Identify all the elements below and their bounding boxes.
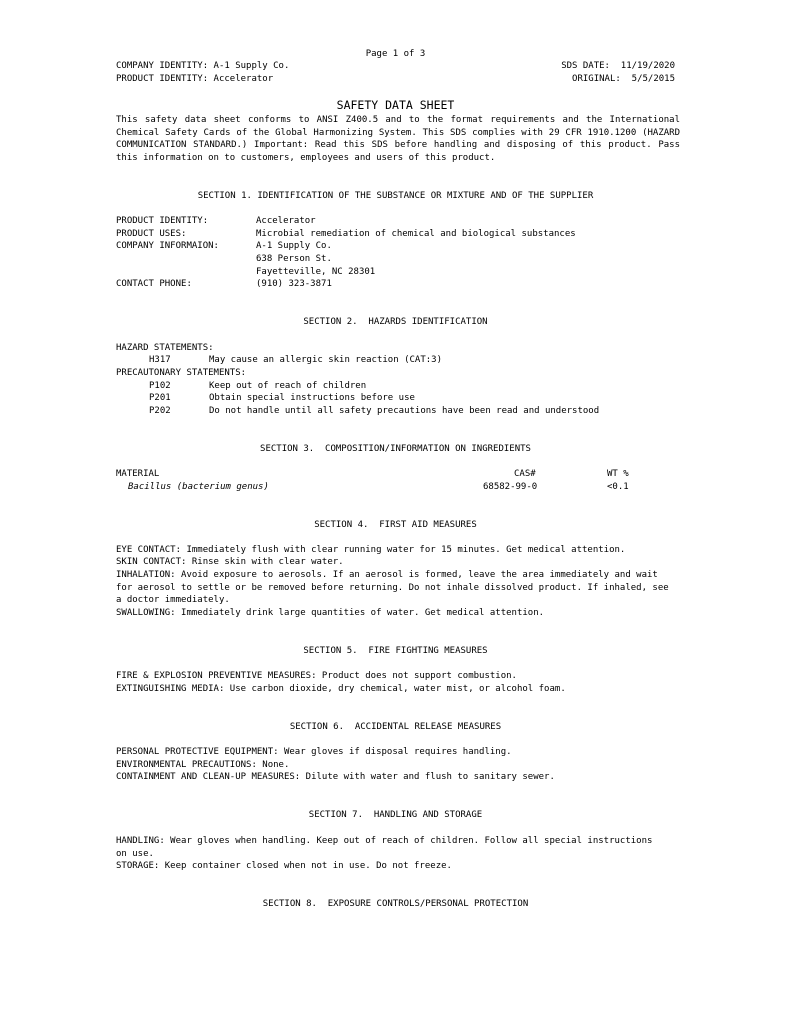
first-aid-swallowing: SWALLOWING: Immediately drink large quantities of water. Get medical attention. bbox=[116, 608, 545, 618]
release-containment: CONTAINMENT AND CLEAN-UP MEASURES: Dilute with water and flush to sanitary sewer. bbox=[116, 772, 555, 782]
hazard-text: May cause an allergic skin reaction (CAT:3) bbox=[209, 355, 442, 365]
company-city: Fayetteville, NC 28301 bbox=[256, 267, 376, 277]
storage-text: STORAGE: Keep container closed when not in use. Do not freeze. bbox=[116, 861, 452, 871]
section-2-heading: SECTION 2. HAZARDS IDENTIFICATION bbox=[303, 317, 488, 327]
precaution-code: P102 bbox=[149, 381, 171, 391]
precaution-text: Do not handle until all safety precautions have been read and understood bbox=[209, 406, 600, 416]
precaution-code: P201 bbox=[149, 393, 171, 403]
company-info-label: COMPANY INFORMAION: bbox=[116, 241, 219, 251]
section-1-heading: SECTION 1. IDENTIFICATION OF THE SUBSTANCE OR MIXTURE AND OF THE SUPPLIER bbox=[197, 191, 594, 201]
original-date: ORIGINAL: 5/5/2015 bbox=[572, 74, 675, 84]
hazard-code: H317 bbox=[149, 355, 171, 365]
precaution-text: Obtain special instructions before use bbox=[209, 393, 415, 403]
section-4-heading: SECTION 4. FIRST AID MEASURES bbox=[314, 520, 477, 530]
product-identity-label: PRODUCT IDENTITY: bbox=[116, 216, 209, 226]
handling-text: HANDLING: Wear gloves when handling. Keep out of reach of children. Follow all special instructions on use. bbox=[116, 836, 653, 859]
precautionary-statements-label: PRECAUTONARY STATEMENTS: bbox=[116, 368, 247, 378]
release-environmental: ENVIRONMENTAL PRECAUTIONS: None. bbox=[116, 760, 290, 770]
section-5-heading: SECTION 5. FIRE FIGHTING MEASURES bbox=[303, 646, 488, 656]
hazard-statements-label: HAZARD STATEMENTS: bbox=[116, 343, 214, 353]
page-number: Page 1 of 3 bbox=[365, 49, 426, 59]
fire-extinguishing: EXTINGUISHING MEDIA: Use carbon dioxide, dry chemical, water mist, or alcohol foam. bbox=[116, 684, 566, 694]
company-identity: COMPANY IDENTITY: A-1 Supply Co. bbox=[116, 61, 290, 71]
ingredient-cas: 68582-99-0 bbox=[483, 482, 538, 492]
first-aid-eye: EYE CONTACT: Immediately flush with clear running water for 15 minutes. Get medical attention. bbox=[116, 545, 626, 555]
first-aid-skin: SKIN CONTACT: Rinse skin with clear water. bbox=[116, 557, 344, 567]
intro-paragraph: This safety data sheet conforms to ANSI Z400.5 and to the format requirements and the International Chemical Safety Cards of the Global Harmonizing System. This SDS complies with 29 CFR 1910.1200 (HAZARD COMMUNICATION STANDARD.) Important: Read this SDS before handling and disposing of this product. Pass this information on to customers, employees and users of this product. bbox=[116, 115, 680, 163]
column-header-material: MATERIAL bbox=[116, 469, 160, 479]
column-header-cas: CAS# bbox=[514, 469, 536, 479]
precaution-text: Keep out of reach of children bbox=[209, 381, 367, 391]
section-6-heading: SECTION 6. ACCIDENTAL RELEASE MEASURES bbox=[289, 722, 502, 732]
section-8-heading: SECTION 8. EXPOSURE CONTROLS/PERSONAL PROTECTION bbox=[262, 899, 529, 909]
product-identity: PRODUCT IDENTITY: Accelerator bbox=[116, 74, 274, 84]
sds-date: SDS DATE: 11/19/2020 bbox=[561, 61, 675, 71]
section-3-heading: SECTION 3. COMPOSITION/INFORMATION ON INGREDIENTS bbox=[260, 444, 531, 454]
product-uses-label: PRODUCT USES: bbox=[116, 229, 187, 239]
column-header-wt: WT % bbox=[607, 469, 629, 479]
company-street: 638 Person St. bbox=[256, 254, 332, 264]
product-identity-value: Accelerator bbox=[256, 216, 316, 226]
product-uses-value: Microbial remediation of chemical and biological substances bbox=[256, 229, 576, 239]
document-title: SAFETY DATA SHEET bbox=[336, 98, 455, 112]
ingredient-wt: <0.1 bbox=[607, 482, 629, 492]
fire-preventive: FIRE & EXPLOSION PREVENTIVE MEASURES: Product does not support combustion. bbox=[116, 671, 517, 681]
first-aid-inhalation: INHALATION: Avoid exposure to aerosols. If an aerosol is formed, leave the area immediately and wait for aerosol to settle or be removed before returning. Do not inhale dissolved product. If inhaled, see a doctor immediately. bbox=[116, 570, 669, 606]
precaution-code: P202 bbox=[149, 406, 171, 416]
contact-phone-value: (910) 323-3871 bbox=[256, 279, 332, 289]
contact-phone-label: CONTACT PHONE: bbox=[116, 279, 192, 289]
company-name: A-1 Supply Co. bbox=[256, 241, 332, 251]
section-7-heading: SECTION 7. HANDLING AND STORAGE bbox=[308, 810, 483, 820]
ingredient-material: Bacillus (bacterium genus) bbox=[128, 482, 269, 492]
release-ppe: PERSONAL PROTECTIVE EQUIPMENT: Wear gloves if disposal requires handling. bbox=[116, 747, 512, 757]
